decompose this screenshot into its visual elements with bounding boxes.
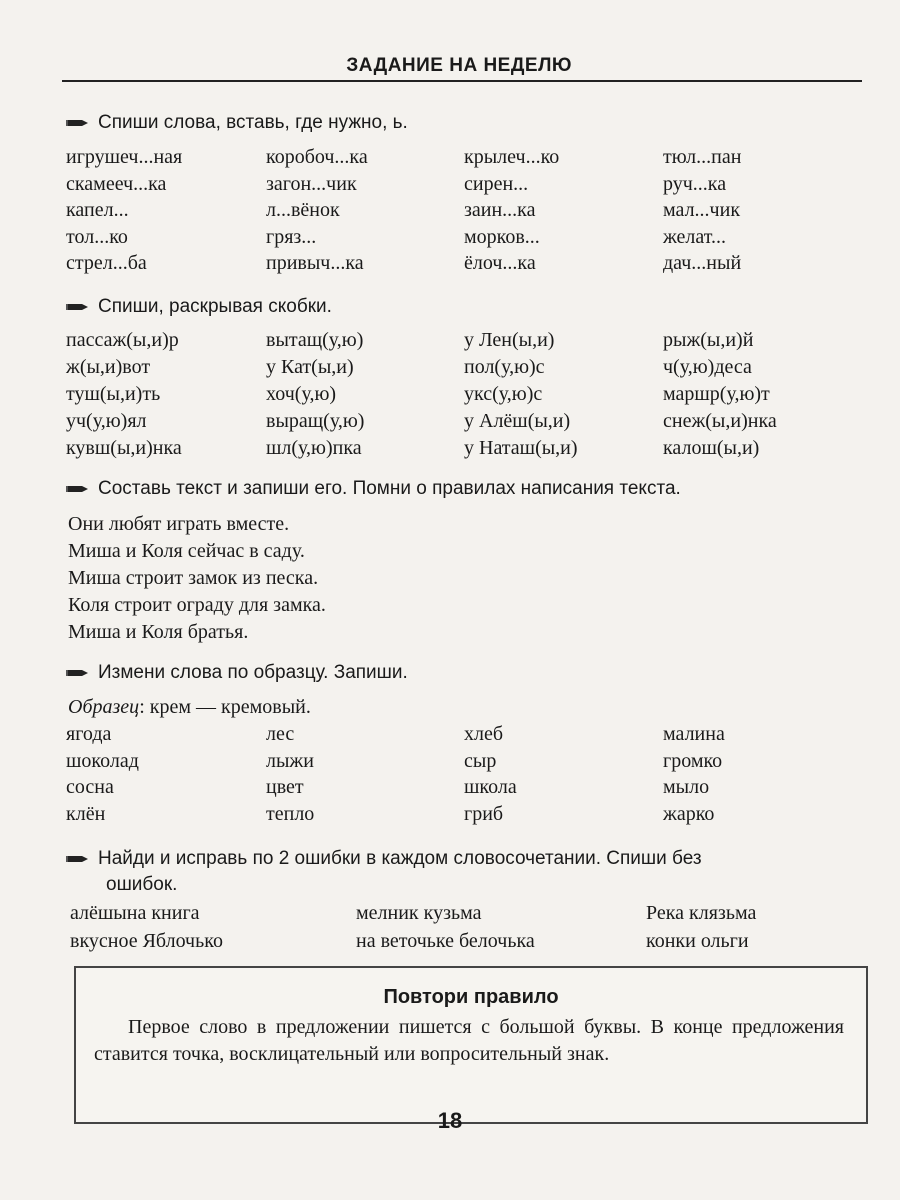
word-cell: сыр <box>464 749 497 772</box>
word-cell: у Кат(ы,и) <box>266 356 354 378</box>
pencil-icon <box>66 483 90 495</box>
word-cell: алёшына книга <box>70 902 200 924</box>
rule-text: Первое слово в предложении пишется с большой буквы. В конце предложения ставится точка, восклицательный или вопросительный знак. <box>94 1016 844 1065</box>
word-cell: мал...чик <box>663 199 741 221</box>
word-cell: тюл...пан <box>663 146 742 168</box>
word-cell: крылеч...ко <box>464 146 560 168</box>
word-row <box>66 902 870 928</box>
word-row <box>66 252 870 278</box>
text-line: Миша и Коля сейчас в саду. <box>68 540 305 562</box>
task1-instruction <box>66 112 870 134</box>
task5-text-line1: Найди и исправь по 2 ошибки в каждом словосочетании. Спиши без <box>98 848 702 869</box>
word-cell: хоч(у,ю) <box>266 383 337 405</box>
word-cell: мыло <box>663 776 710 798</box>
sample-text: : крем — кремовый. <box>139 696 311 718</box>
word-cell: калош(ы,и) <box>663 437 760 459</box>
word-cell: лыжи <box>266 749 314 772</box>
word-cell: малина <box>663 723 725 745</box>
word-cell: громко <box>663 749 723 772</box>
word-cell: на веточьке белочька <box>356 930 535 952</box>
word-cell: загон...чик <box>266 172 357 195</box>
word-row <box>66 410 870 436</box>
word-cell: уч(у,ю)ял <box>66 410 147 432</box>
word-cell: рыж(ы,и)й <box>663 329 754 351</box>
word-cell: тол...ко <box>66 225 128 248</box>
word-cell: пассаж(ы,и)р <box>66 329 179 351</box>
word-cell: морков... <box>464 225 540 248</box>
word-cell: пол(у,ю)с <box>464 356 545 378</box>
word-cell: вкусное Яблочько <box>70 930 223 952</box>
word-cell: клён <box>66 802 106 825</box>
rule-box <box>74 966 868 1124</box>
word-cell: Река клязьма <box>646 902 757 924</box>
word-cell: ёлоч...ка <box>464 252 536 274</box>
word-cell: маршр(у,ю)т <box>663 383 770 405</box>
text-line: Миша строит замок из песка. <box>68 567 319 589</box>
word-cell: гриб <box>464 802 504 825</box>
word-cell: ж(ы,и)вот <box>66 356 151 378</box>
text-line: Они любят играть вместе. <box>68 513 290 535</box>
word-row <box>66 199 870 225</box>
word-cell: скамееч...ка <box>66 172 167 195</box>
task2-text: Спиши, раскрывая скобки. <box>98 296 332 317</box>
word-row <box>66 146 870 172</box>
word-cell: цвет <box>266 776 304 798</box>
word-cell: желат... <box>663 225 727 248</box>
pencil-icon <box>66 117 90 129</box>
word-cell: снеж(ы,и)нка <box>663 410 777 432</box>
word-row <box>66 723 870 749</box>
task2-instruction <box>66 296 870 318</box>
task5-instruction <box>66 846 870 898</box>
word-cell: капел... <box>66 199 129 221</box>
word-cell: сирен... <box>464 172 529 195</box>
task4-instruction <box>66 662 870 684</box>
word-cell: жарко <box>663 802 715 825</box>
word-cell: лес <box>266 723 295 745</box>
word-cell: у Алёш(ы,и) <box>464 410 571 432</box>
word-cell: выращ(у,ю) <box>266 410 365 432</box>
word-cell: у Наташ(ы,и) <box>464 437 578 459</box>
word-cell: вытащ(у,ю) <box>266 329 364 351</box>
word-cell: привыч...ка <box>266 252 364 274</box>
word-cell: школа <box>464 776 517 798</box>
pencil-icon <box>66 853 90 865</box>
word-cell: сосна <box>66 776 114 798</box>
word-cell: хлеб <box>464 723 504 745</box>
task4-text: Измени слова по образцу. Запиши. <box>98 662 408 683</box>
task3-text: Составь текст и запиши его. Помни о правилах написания текста. <box>98 478 681 499</box>
word-cell: руч...ка <box>663 172 727 195</box>
word-cell: ягода <box>66 723 112 745</box>
word-cell: игрушеч...ная <box>66 146 183 168</box>
task5-text-line2: ошибок. <box>106 874 178 895</box>
word-cell: шоколад <box>66 749 139 772</box>
word-row <box>66 383 870 409</box>
word-cell: конки ольги <box>646 930 749 952</box>
header-rule <box>62 80 862 82</box>
task3-instruction <box>66 478 870 500</box>
word-cell: туш(ы,и)ть <box>66 383 161 405</box>
word-cell: тепло <box>266 802 315 825</box>
word-row <box>66 356 870 382</box>
word-cell: заин...ка <box>464 199 536 221</box>
word-cell: шл(у,ю)пка <box>266 437 362 459</box>
word-cell: у Лен(ы,и) <box>464 329 555 351</box>
pencil-icon <box>66 301 90 313</box>
word-row <box>66 750 870 776</box>
pencil-icon <box>66 667 90 679</box>
word-cell: укс(у,ю)с <box>464 383 543 405</box>
page-header: ЗАДАНИЕ НА НЕДЕЛЮ <box>346 55 572 76</box>
word-row <box>66 329 870 355</box>
task1-text: Спиши слова, вставь, где нужно, ь. <box>98 112 408 133</box>
word-row <box>66 803 870 829</box>
sample-label: Образец <box>68 696 140 718</box>
word-cell: л...вёнок <box>266 199 340 221</box>
word-row <box>66 226 870 252</box>
word-cell: стрел...ба <box>66 252 147 274</box>
word-cell: ч(у,ю)деса <box>663 356 752 378</box>
task3-lines <box>68 511 326 646</box>
word-row <box>66 437 870 463</box>
word-row <box>66 173 870 199</box>
word-cell: мелник кузьма <box>356 902 482 924</box>
word-cell: гряз... <box>266 225 317 248</box>
word-cell: дач...ный <box>663 252 742 274</box>
word-cell: кувш(ы,и)нка <box>66 437 182 459</box>
task4-sample <box>68 696 311 719</box>
rule-title: Повтори правило <box>383 986 559 1008</box>
word-row <box>66 776 870 802</box>
word-row <box>66 930 870 956</box>
text-line: Коля строит ограду для замка. <box>68 594 326 616</box>
word-cell: коробоч...ка <box>266 146 368 168</box>
text-line: Миша и Коля братья. <box>68 621 249 643</box>
page-number: 18 <box>437 1108 463 1133</box>
